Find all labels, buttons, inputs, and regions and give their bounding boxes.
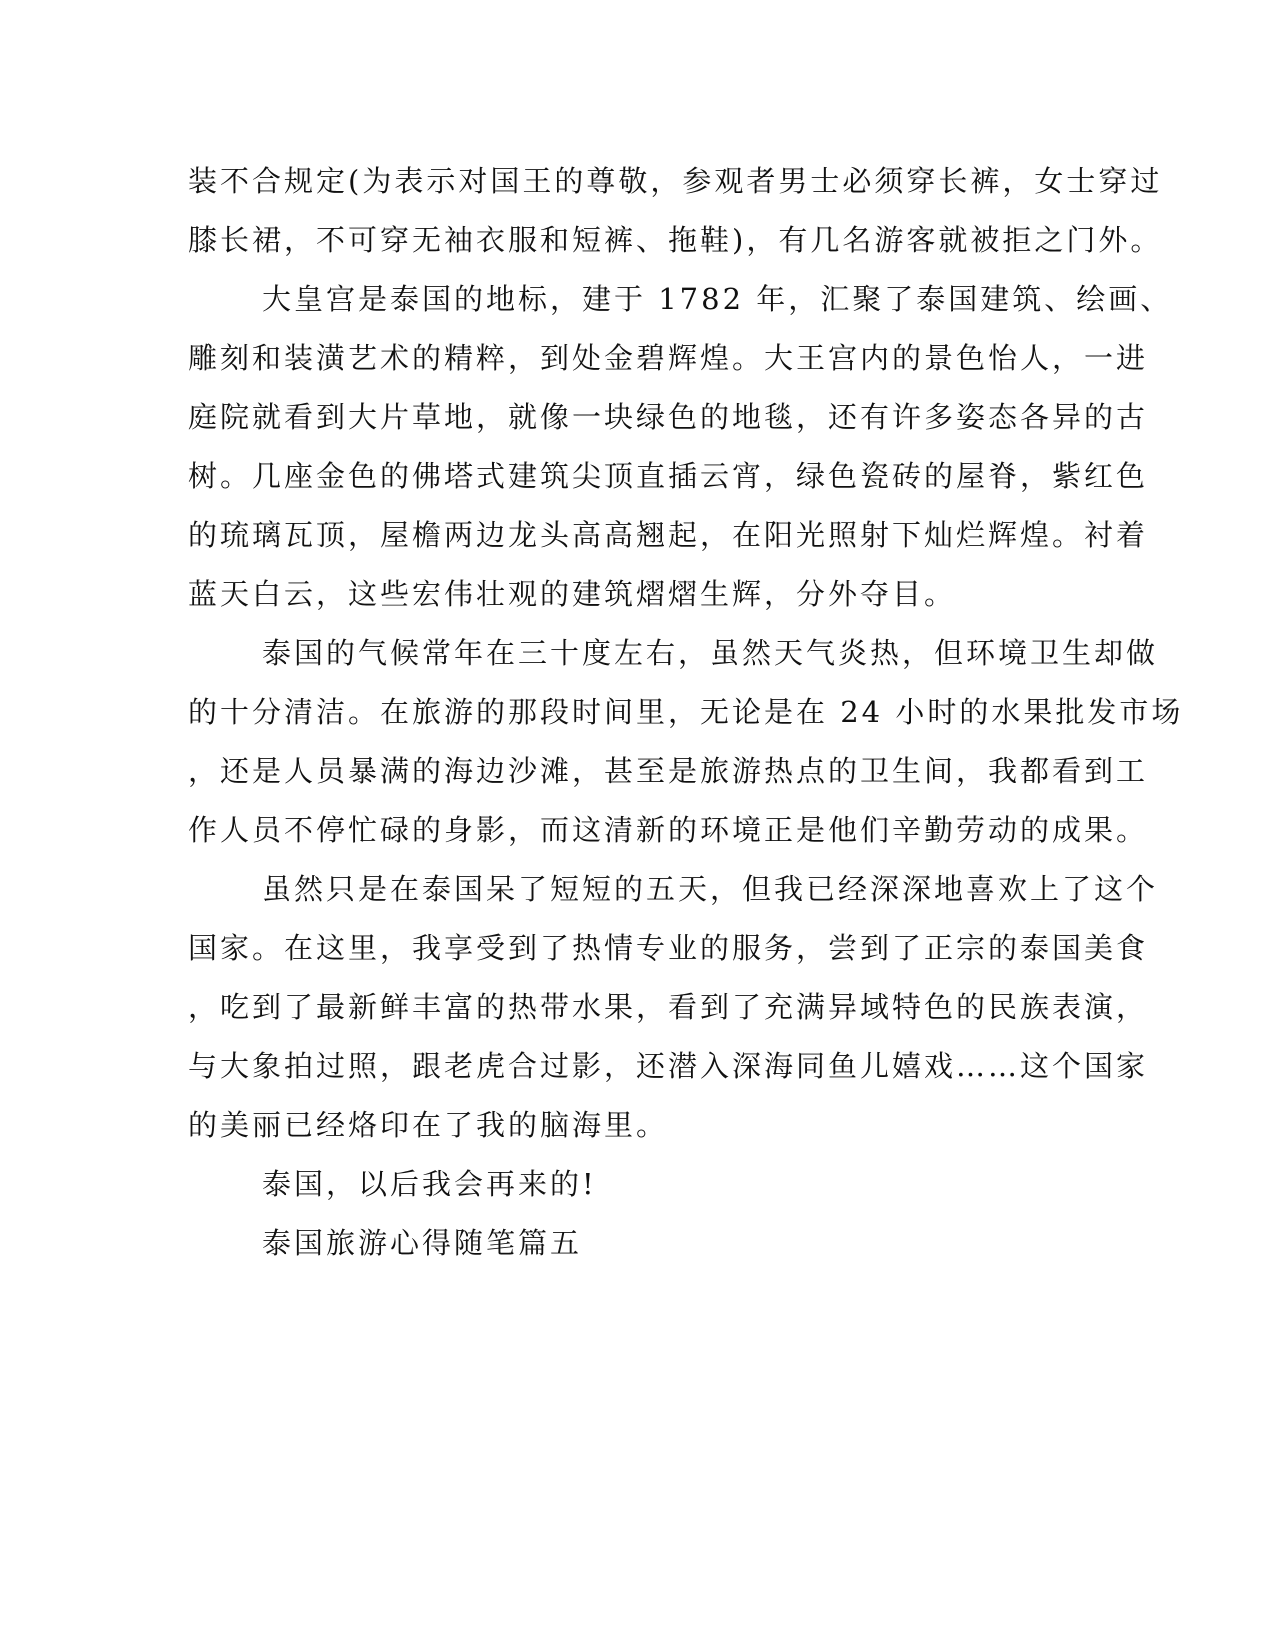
text-line: 装不合规定(为表示对国王的尊敬，参观者男士必须穿长裤，女士穿过 [188, 164, 1163, 198]
text-line: 的琉璃瓦顶，屋檐两边龙头高高翘起，在阳光照射下灿烂辉煌。衬着 [188, 518, 1149, 552]
text-line: 与大象拍过照，跟老虎合过影，还潜入深海同鱼儿嬉戏……这个国家 [188, 1049, 1149, 1083]
paragraph-start: 虽然只是在泰国呆了短短的五天，但我已经深深地喜欢上了这个 [262, 872, 1159, 906]
text-line: 蓝天白云，这些宏伟壮观的建筑熠熠生辉，分外夺目。 [188, 577, 957, 611]
paragraph-start: 泰国的气候常年在三十度左右，虽然天气炎热，但环境卫生却做 [262, 636, 1159, 670]
text-line: ，吃到了最新鲜丰富的热带水果，看到了充满异域特色的民族表演， [188, 990, 1149, 1024]
text-line: 作人员不停忙碌的身影，而这清新的环境正是他们辛勤劳动的成果。 [188, 813, 1149, 847]
text-line: 膝长裙，不可穿无袖衣服和短裤、拖鞋)，有几名游客就被拒之门外。 [188, 223, 1163, 257]
text-line: ，还是人员暴满的海边沙滩，甚至是旅游热点的卫生间，我都看到工 [188, 754, 1149, 788]
text-line: 庭院就看到大片草地，就像一块绿色的地毯，还有许多姿态各异的古 [188, 400, 1149, 434]
text-line: 的美丽已经烙印在了我的脑海里。 [188, 1108, 669, 1142]
text-line: 雕刻和装潢艺术的精粹，到处金碧辉煌。大王宫内的景色怡人，一进 [188, 341, 1149, 375]
closing-line: 泰国，以后我会再来的! [262, 1167, 597, 1201]
section-heading: 泰国旅游心得随笔篇五 [262, 1226, 583, 1260]
text-line: 的十分清洁。在旅游的那段时间里，无论是在 24 小时的水果批发市场 [188, 695, 1184, 729]
text-line: 树。几座金色的佛塔式建筑尖顶直插云宵，绿色瓷砖的屋脊，紫红色 [188, 459, 1149, 493]
text-line: 国家。在这里，我享受到了热情专业的服务，尝到了正宗的泰国美食 [188, 931, 1149, 965]
paragraph-start: 大皇宫是泰国的地标，建于 1782 年，汇聚了泰国建筑、绘画、 [262, 282, 1173, 316]
